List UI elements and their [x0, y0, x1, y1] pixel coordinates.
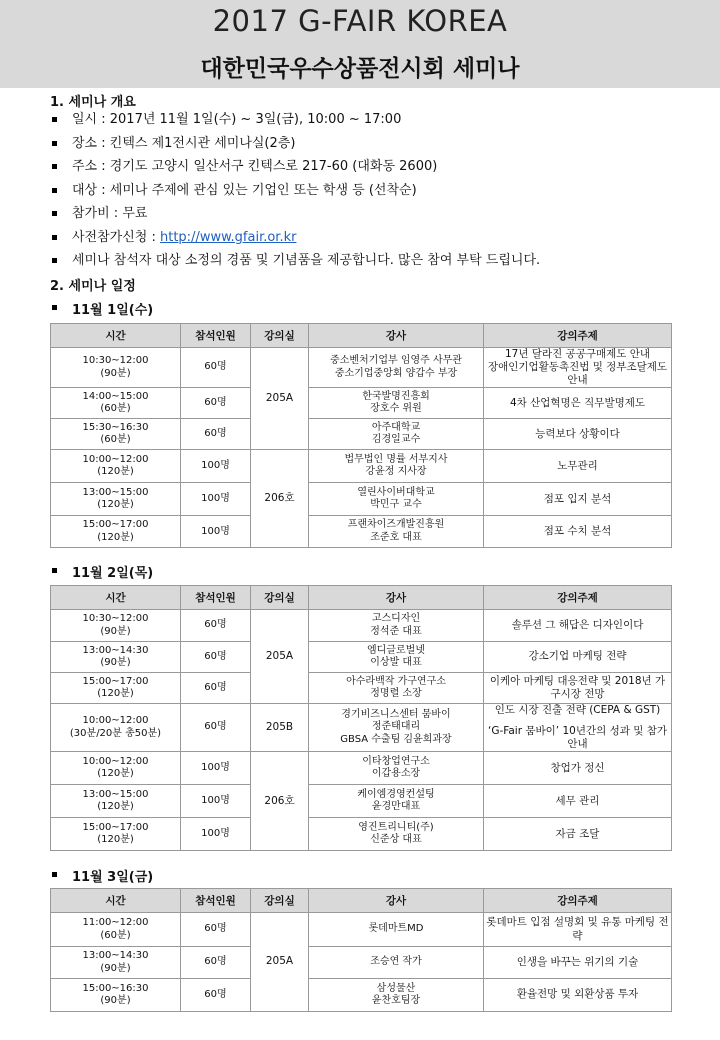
- day2-table: [50, 585, 672, 851]
- speaker-line: 이갑용소장: [371, 768, 421, 780]
- topic-cell: [484, 642, 672, 673]
- seats-cell: 60명: [181, 642, 251, 673]
- topic-line: 강소기업 마케팅 전략: [528, 650, 627, 663]
- speaker-line: 윤경만대표: [371, 801, 421, 813]
- time-range: 15:30~16:30: [82, 421, 149, 433]
- speaker-line: 중소벤처기업부 임영주 사무관: [330, 355, 462, 367]
- column-header: 강의실: [251, 324, 309, 348]
- room-cell: 206호: [251, 752, 309, 851]
- seats-cell: 60명: [181, 610, 251, 642]
- day3-table: [50, 888, 672, 1012]
- topic-cell: [484, 516, 672, 548]
- time-range: 15:00~17:00: [82, 675, 149, 687]
- speaker-cell: [309, 610, 484, 642]
- time-range: 13:00~14:30: [82, 950, 149, 961]
- table-row: [51, 610, 672, 642]
- topic-line: [486, 717, 669, 725]
- seats-cell: 60명: [181, 947, 251, 979]
- topic-line: ‘G-Fair 뭄바이’ 10년간의 성과 및 참가 안내: [488, 725, 667, 751]
- speaker-cell: [309, 388, 484, 419]
- seats-cell: 60명: [181, 419, 251, 450]
- time-cell: [51, 483, 181, 516]
- topic-cell: [484, 673, 672, 704]
- time-cell: [51, 979, 181, 1012]
- time-range: 10:30~12:00: [82, 355, 149, 367]
- list-item: 참가비 : 무료: [50, 202, 540, 226]
- duration: (60분): [100, 929, 131, 941]
- table-header-row: [51, 586, 672, 610]
- time-cell: [51, 348, 181, 388]
- time-cell: [51, 388, 181, 419]
- speaker-cell: [309, 752, 484, 785]
- seats-cell: 60명: [181, 704, 251, 752]
- duration: (90분): [100, 962, 131, 974]
- time-cell: [51, 516, 181, 548]
- list-item: 주소 : 경기도 고양시 일산서구 킨텍스로 217-60 (대화동 2600): [50, 155, 540, 179]
- duration: (120분): [97, 499, 134, 511]
- topic-line: 노무관리: [557, 459, 598, 472]
- table-row: [51, 516, 672, 548]
- day1-table: [50, 323, 672, 548]
- topic-cell: [484, 704, 672, 752]
- speaker-line: 아수라백작 가구연구소: [346, 675, 446, 687]
- table-row: [51, 388, 672, 419]
- topic-line: 이케아 마케팅 대응전략 및 2018년 가구시장 전망: [489, 674, 666, 700]
- room-cell: 205A: [251, 348, 309, 450]
- time-range: 13:00~14:30: [82, 644, 149, 656]
- speaker-line: 엠디글로벌넷: [367, 644, 425, 656]
- table-row: [51, 673, 672, 704]
- time-cell: [51, 785, 181, 818]
- topic-line: 인도 시장 진출 전략 (CEPA & GST): [494, 704, 661, 716]
- duration: (30분/20분 총50분): [69, 727, 162, 739]
- column-header: 참석인원: [181, 889, 251, 913]
- duration: (120분): [97, 466, 134, 478]
- topic-cell: [484, 610, 672, 642]
- seats-cell: 100명: [181, 818, 251, 851]
- duration: (120분): [97, 801, 134, 813]
- topic-cell: [484, 483, 672, 516]
- title-korean: 대한민국우수상품전시회 세미나: [200, 56, 520, 82]
- time-range: 10:30~12:00: [82, 613, 149, 624]
- topic-line: 능력보다 상황이다: [535, 427, 620, 440]
- speaker-cell: [309, 673, 484, 704]
- speaker-cell: [309, 979, 484, 1012]
- table-row: [51, 785, 672, 818]
- table-row: [51, 450, 672, 483]
- time-cell: [51, 913, 181, 947]
- speaker-cell: [309, 947, 484, 979]
- duration: (90분): [100, 657, 131, 668]
- topic-line: 장애인기업활동촉진법 및 정부조달제도안내: [487, 361, 668, 387]
- column-header: 시간: [51, 586, 181, 610]
- topic-line: 점포 수치 분석: [543, 525, 612, 538]
- column-header: 강의주제: [484, 889, 672, 913]
- speaker-line: 강윤정 지사장: [365, 466, 427, 478]
- table-row: [51, 704, 672, 752]
- speaker-line: 조승연 작가: [370, 956, 422, 968]
- page-header: [0, 0, 720, 88]
- duration: (120분): [97, 531, 134, 543]
- speaker-line: 롯데마트MD: [368, 923, 424, 935]
- column-header: 강의주제: [484, 586, 672, 610]
- room-cell: 206호: [251, 450, 309, 548]
- duration: (120분): [97, 768, 134, 780]
- register-link[interactable]: http://www.gfair.or.kr: [160, 229, 297, 245]
- speaker-line: 김경일교수: [371, 434, 421, 446]
- topic-line: 환율전망 및 외환상품 투자: [516, 988, 639, 1001]
- duration: (90분): [100, 625, 131, 637]
- duration: (60분): [100, 403, 131, 415]
- time-cell: [51, 818, 181, 851]
- topic-line: 롯데마트 입점 설명회 및 유통 마케팅 전략: [486, 916, 669, 942]
- title-english: 2017 G-FAIR KOREA: [212, 4, 508, 38]
- speaker-line: 윤찬호팀장: [371, 995, 421, 1006]
- duration: (90분): [100, 995, 131, 1006]
- table-header-row: [51, 324, 672, 348]
- column-header: 참석인원: [181, 324, 251, 348]
- speaker-line: 신준상 대표: [370, 834, 422, 846]
- speaker-line: 정명렬 소장: [370, 688, 422, 699]
- topic-line: 4차 산업혁명은 직무발명제도: [509, 396, 646, 409]
- overview-heading: 1. 세미나 개요: [50, 95, 136, 110]
- speaker-line: 케이엠경영컨설팅: [357, 788, 435, 800]
- time-range: 13:00~15:00: [82, 788, 149, 800]
- day1-title: 11월 1일(수): [50, 299, 153, 318]
- speaker-cell: [309, 704, 484, 752]
- topic-cell: [484, 752, 672, 785]
- duration: (60분): [100, 434, 131, 446]
- time-cell: [51, 642, 181, 673]
- time-range: 13:00~15:00: [82, 486, 149, 498]
- speaker-line: 장호수 위원: [370, 403, 422, 415]
- topic-line: 인생을 바꾸는 위기의 기술: [516, 955, 639, 968]
- room-cell: 205A: [251, 913, 309, 1012]
- list-item: [50, 226, 540, 250]
- speaker-cell: [309, 348, 484, 388]
- day2-title: 11월 2일(목): [50, 562, 153, 581]
- topic-cell: [484, 913, 672, 947]
- topic-line: 솔루션 그 해답은 디자인이다: [511, 618, 644, 631]
- seats-cell: 100명: [181, 450, 251, 483]
- time-range: 11:00~12:00: [82, 917, 149, 928]
- speaker-cell: [309, 483, 484, 516]
- duration: (120분): [97, 688, 134, 699]
- list-item: 장소 : 킨텍스 제1전시관 세미나실(2층): [50, 132, 540, 156]
- topic-line: 점포 입지 분석: [543, 492, 612, 505]
- time-range: 15:00~17:00: [82, 821, 149, 833]
- seats-cell: 60명: [181, 979, 251, 1012]
- overview-list: [50, 108, 540, 273]
- topic-line: 창업가 정신: [550, 761, 605, 774]
- speaker-line: 정석준 대표: [370, 625, 422, 637]
- speaker-line: 삼성물산: [376, 982, 416, 994]
- speaker-line: 중소기업중앙회 양갑수 부장: [334, 367, 458, 379]
- table-row: [51, 752, 672, 785]
- time-cell: [51, 610, 181, 642]
- column-header: 강사: [309, 586, 484, 610]
- speaker-cell: [309, 419, 484, 450]
- duration: (90분): [100, 367, 131, 379]
- column-header: 강사: [309, 889, 484, 913]
- time-cell: [51, 673, 181, 704]
- seats-cell: 100명: [181, 785, 251, 818]
- topic-line: 세무 관리: [555, 794, 600, 807]
- seats-cell: 60명: [181, 913, 251, 947]
- topic-cell: [484, 388, 672, 419]
- table-row: [51, 913, 672, 947]
- column-header: 강의주제: [484, 324, 672, 348]
- topic-cell: [484, 419, 672, 450]
- topic-cell: [484, 979, 672, 1012]
- time-range: 15:00~16:30: [82, 982, 149, 994]
- table-row: [51, 979, 672, 1012]
- table-header-row: [51, 889, 672, 913]
- topic-line: 자금 조달: [555, 827, 600, 840]
- table-row: [51, 483, 672, 516]
- topic-cell: [484, 450, 672, 483]
- speaker-line: 법무법인 명률 서부지사: [344, 453, 448, 465]
- table-row: [51, 642, 672, 673]
- speaker-line: 아주대학교: [371, 421, 421, 433]
- speaker-line: 정준태대리: [371, 721, 421, 733]
- time-range: 10:00~12:00: [82, 755, 149, 767]
- speaker-cell: [309, 450, 484, 483]
- list-item: 세미나 참석자 대상 소정의 경품 및 기념품을 제공합니다. 많은 참여 부탁 드립니다.: [50, 249, 540, 273]
- register-label: 사전참가신청 :: [72, 229, 160, 245]
- column-header: 참석인원: [181, 586, 251, 610]
- speaker-cell: [309, 516, 484, 548]
- speaker-cell: [309, 785, 484, 818]
- schedule-heading: 2. 세미나 일정: [50, 279, 136, 294]
- speaker-line: 조준호 대표: [370, 531, 422, 543]
- time-range: 14:00~15:00: [82, 390, 149, 402]
- topic-cell: [484, 348, 672, 388]
- topic-cell: [484, 785, 672, 818]
- column-header: 강의실: [251, 586, 309, 610]
- speaker-line: 영진트리니티(주): [358, 821, 434, 833]
- day3-title: 11월 3일(금): [50, 866, 153, 885]
- speaker-cell: [309, 913, 484, 947]
- seats-cell: 60명: [181, 348, 251, 388]
- room-cell: 205A: [251, 610, 309, 704]
- time-range: 15:00~17:00: [82, 519, 149, 531]
- speaker-line: 이타창업연구소: [362, 755, 430, 767]
- room-cell: 205B: [251, 704, 309, 752]
- seats-cell: 100명: [181, 483, 251, 516]
- list-item: 일시 : 2017년 11월 1일(수) ~ 3일(금), 10:00 ~ 17:00: [50, 108, 540, 132]
- time-cell: [51, 450, 181, 483]
- speaker-line: 프랜차이즈개발진흥원: [347, 519, 445, 531]
- speaker-line: 열린사이버대학교: [357, 486, 435, 498]
- seats-cell: 60명: [181, 388, 251, 419]
- duration: (120분): [97, 834, 134, 846]
- time-range: 10:00~12:00: [82, 453, 149, 465]
- table-row: [51, 947, 672, 979]
- column-header: 시간: [51, 889, 181, 913]
- speaker-line: 박민구 교수: [370, 499, 422, 511]
- speaker-cell: [309, 642, 484, 673]
- speaker-line: 고스디자인: [371, 613, 421, 624]
- seats-cell: 60명: [181, 673, 251, 704]
- topic-cell: [484, 947, 672, 979]
- speaker-line: 경기비즈니스센터 뭄바이: [341, 708, 451, 720]
- table-row: [51, 818, 672, 851]
- speaker-line: GBSA 수출팀 김윤희과장: [340, 733, 452, 745]
- time-cell: [51, 704, 181, 752]
- table-row: [51, 419, 672, 450]
- topic-line: 17년 달라진 공공구매제도 안내: [504, 348, 651, 360]
- seats-cell: 100명: [181, 752, 251, 785]
- speaker-line: 한국발명진흥회: [362, 390, 430, 402]
- column-header: 강사: [309, 324, 484, 348]
- table-row: [51, 348, 672, 388]
- speaker-cell: [309, 818, 484, 851]
- time-cell: [51, 752, 181, 785]
- list-item: 대상 : 세미나 주제에 관심 있는 기업인 또는 학생 등 (선착순): [50, 179, 540, 203]
- time-cell: [51, 947, 181, 979]
- column-header: 시간: [51, 324, 181, 348]
- time-cell: [51, 419, 181, 450]
- column-header: 강의실: [251, 889, 309, 913]
- time-range: 10:00~12:00: [82, 715, 149, 727]
- speaker-line: 이상발 대표: [370, 657, 422, 668]
- seats-cell: 100명: [181, 516, 251, 548]
- topic-cell: [484, 818, 672, 851]
